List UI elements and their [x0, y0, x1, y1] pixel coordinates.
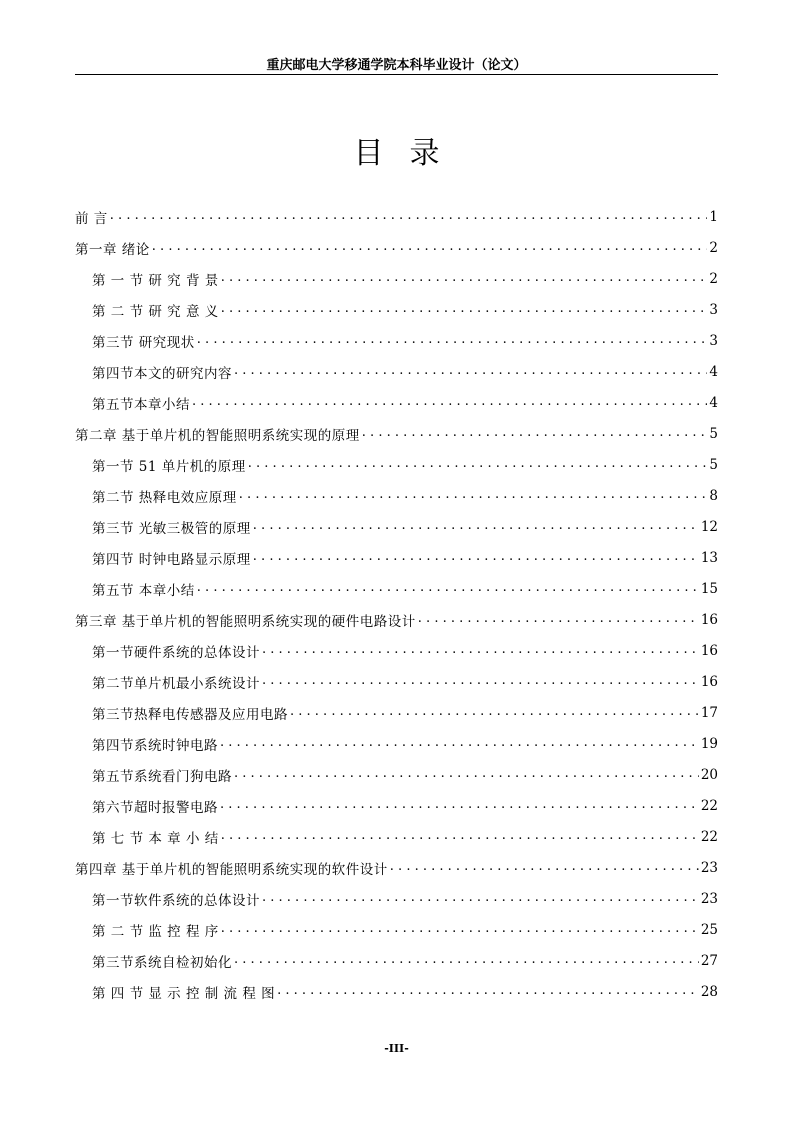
toc-entry-page: 4: [709, 363, 718, 380]
toc-entry-page: 25: [700, 921, 718, 938]
toc-leader-dots: [152, 239, 708, 257]
toc-leader-dots: [234, 952, 699, 970]
toc-entry-label: 第五节 本章小结: [92, 582, 195, 599]
toc-entry[interactable]: [75, 790, 718, 821]
toc-entry[interactable]: [75, 759, 718, 790]
toc-entry[interactable]: [75, 945, 718, 976]
toc-entry-page: 22: [700, 828, 718, 845]
toc-leader-dots: [221, 270, 708, 288]
toc-leader-dots: [197, 332, 708, 350]
header-rule: [75, 74, 718, 75]
toc-entry-page: 19: [700, 735, 718, 752]
toc-leader-dots: [253, 549, 699, 567]
toc-entry-label: 第四节本文的研究内容: [92, 365, 232, 382]
toc-leader-dots: [253, 518, 699, 536]
toc-entry-page: 22: [700, 797, 718, 814]
toc-leader-dots: [221, 921, 699, 939]
toc-entry[interactable]: [75, 511, 718, 542]
toc-entry[interactable]: [75, 852, 718, 883]
toc-entry-label: 第 七 节 本 章 小 结: [92, 830, 219, 847]
toc-leader-dots: [220, 797, 699, 815]
toc-entry-label: 第四节系统时钟电路: [92, 737, 218, 754]
toc-entry-label: 第二章 基于单片机的智能照明系统实现的原理: [75, 427, 360, 444]
toc-leader-dots: [234, 363, 707, 381]
toc-entry-page: 4: [709, 394, 718, 411]
toc-entry-label: 第一节软件系统的总体设计: [92, 892, 260, 909]
toc-leader-dots: [418, 611, 699, 629]
toc-entry[interactable]: [75, 542, 718, 573]
toc-leader-dots: [197, 580, 699, 598]
toc-entry[interactable]: [75, 604, 718, 635]
toc-entry-label: 第二节单片机最小系统设计: [92, 675, 260, 692]
toc-entry-page: 3: [709, 332, 718, 349]
toc-entry-label: 第三节热释电传感器及应用电路: [92, 706, 288, 723]
toc-entry-label: 第一节 51 单片机的原理: [92, 458, 246, 475]
toc-entry-label: 第三节系统自检初始化: [92, 954, 232, 971]
toc-entry-page: 12: [700, 518, 718, 535]
toc-entry-label: 第二节 热释电效应原理: [92, 489, 237, 506]
toc-entry[interactable]: [75, 821, 718, 852]
toc-entry-page: 17: [700, 704, 718, 721]
toc-entry[interactable]: [75, 697, 718, 728]
toc-entry-label: 第 二 节 研 究 意 义: [92, 303, 219, 320]
toc-leader-dots: [277, 983, 699, 1001]
toc-entry-page: 23: [700, 859, 718, 876]
toc-entry-page: 8: [709, 487, 718, 504]
toc-entry-label: 第 二 节 监 控 程 序: [92, 923, 219, 940]
toc-entry-page: 16: [700, 611, 718, 628]
toc-entry-page: 23: [700, 890, 718, 907]
toc-leader-dots: [192, 394, 707, 412]
toc-entry-page: 27: [700, 952, 718, 969]
toc-entry-label: 第三章 基于单片机的智能照明系统实现的硬件电路设计: [75, 613, 416, 630]
toc-entry-page: 5: [709, 456, 718, 473]
page-number: -III-: [384, 1042, 409, 1055]
toc-entry-page: 16: [700, 673, 718, 690]
toc-leader-dots: [220, 735, 699, 753]
toc-entry[interactable]: [75, 635, 718, 666]
toc-entry[interactable]: [75, 418, 718, 449]
toc-entry[interactable]: [75, 666, 718, 697]
toc-entry[interactable]: [75, 449, 718, 480]
toc-entry-label: 第四章 基于单片机的智能照明系统实现的软件设计: [75, 861, 388, 878]
toc-entry-label: 第三节 研究现状: [92, 334, 195, 351]
toc-entry-label: 第三节 光敏三极管的原理: [92, 520, 251, 537]
toc-leader-dots: [221, 301, 708, 319]
toc-leader-dots: [234, 766, 699, 784]
toc-entry-label: 第六节超时报警电路: [92, 799, 218, 816]
toc-entry-label: 第 四 节 显 示 控 制 流 程 图: [92, 985, 276, 1002]
toc-entry[interactable]: [75, 325, 718, 356]
toc-entry[interactable]: [75, 356, 718, 387]
toc-entry-label: 第 一 节 研 究 背 景: [92, 272, 219, 289]
toc-entry-label: 第四节 时钟电路显示原理: [92, 551, 251, 568]
toc-entry-page: 13: [700, 549, 718, 566]
toc-entry[interactable]: [75, 263, 718, 294]
toc-entry-page: 2: [709, 270, 718, 287]
toc-entry[interactable]: [75, 728, 718, 759]
toc-entry[interactable]: [75, 201, 718, 232]
toc-leader-dots: [262, 673, 699, 691]
toc-entry-page: 15: [700, 580, 718, 597]
toc-entry[interactable]: [75, 573, 718, 604]
toc-entry-page: 1: [709, 208, 718, 225]
toc-entry[interactable]: [75, 976, 718, 1007]
toc-entry[interactable]: [75, 480, 718, 511]
toc-entry-label: 第一节硬件系统的总体设计: [92, 644, 260, 661]
toc-entry[interactable]: [75, 387, 718, 418]
toc-entry-label: 第五节本章小结: [92, 396, 190, 413]
toc-title: 目录: [353, 136, 466, 171]
toc-leader-dots: [262, 642, 699, 660]
toc-entry-page: 28: [700, 983, 718, 1000]
toc-leader-dots: [110, 208, 708, 226]
toc-leader-dots: [221, 828, 699, 846]
toc-entry-label: 第五节系统看门狗电路: [92, 768, 232, 785]
toc-entry-label: 第一章 绪论: [75, 241, 150, 258]
toc-leader-dots: [290, 704, 699, 722]
toc-leader-dots: [362, 425, 708, 443]
page-header: 重庆邮电大学移通学院本科毕业设计（论文）: [266, 58, 527, 73]
toc-entry[interactable]: [75, 914, 718, 945]
toc-entry[interactable]: [75, 232, 718, 263]
toc-entry[interactable]: [75, 883, 718, 914]
toc-leader-dots: [390, 859, 699, 877]
toc-entry-page: 20: [700, 766, 718, 783]
toc-leader-dots: [262, 890, 699, 908]
toc-entry-page: 5: [709, 425, 718, 442]
toc-entry[interactable]: [75, 294, 718, 325]
toc-entry-page: 2: [709, 239, 718, 256]
toc-entry-page: 3: [709, 301, 718, 318]
toc-leader-dots: [239, 487, 708, 505]
toc-entry-label: 前 言: [75, 210, 108, 227]
table-of-contents: [75, 201, 718, 1007]
toc-leader-dots: [248, 456, 708, 474]
toc-entry-page: 16: [700, 642, 718, 659]
